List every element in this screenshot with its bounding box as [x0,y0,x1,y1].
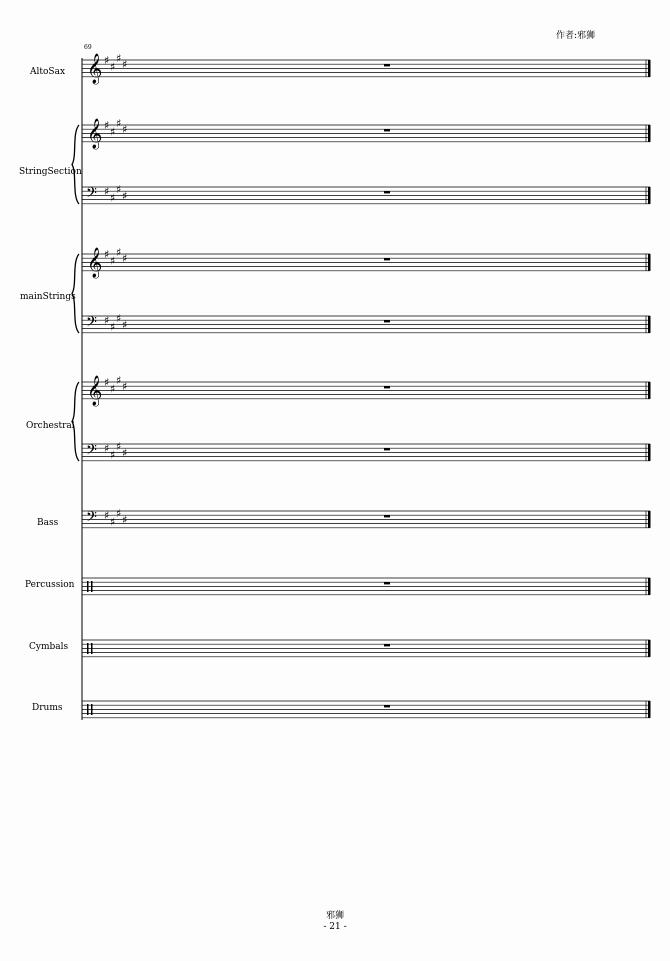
final-barline [648,125,651,142]
instrument-label-percussion: Percussion [25,580,75,590]
whole-rest-icon [384,320,390,322]
final-barline [648,382,651,399]
sharp-icon: ♯ [110,448,116,462]
sharp-icon: ♯ [104,119,110,132]
instrument-label-bass: Bass [37,518,59,528]
sharp-icon: ♯ [110,382,116,396]
sharp-icon: ♯ [110,320,116,334]
percussion-clef-icon [91,704,93,715]
sharp-icon: ♯ [110,191,116,205]
bass-clef-icon: 𝄢 [86,509,97,529]
sharp-icon: ♯ [122,513,128,527]
whole-rest-icon [384,582,390,584]
page-number: - 21 - [323,922,347,932]
sharp-icon: ♯ [122,58,128,72]
sharp-icon: ♯ [116,245,122,259]
brace-icon [72,125,79,204]
sharp-icon: ♯ [116,51,122,65]
sharp-icon: ♯ [116,312,122,326]
treble-clef-icon: 𝄞 [87,54,103,84]
sharp-icon: ♯ [122,123,128,137]
sharp-icon: ♯ [122,252,128,266]
final-barline [648,640,651,657]
final-barline [648,254,651,271]
treble-clef-icon: 𝄞 [87,248,103,278]
measure-number: 69 [84,44,92,51]
final-barline [648,578,651,595]
sharp-icon: ♯ [116,507,122,521]
author-credit: 作者:邪狮 [556,31,596,41]
whole-rest-icon [384,64,390,66]
instrument-label-orchestral: Orchestral [26,421,75,431]
whole-rest-icon [384,448,390,450]
final-barline [648,316,651,333]
final-barline [648,701,651,718]
percussion-clef-icon [87,581,89,592]
whole-rest-icon [384,644,390,646]
sharp-icon: ♯ [110,254,116,268]
sharp-icon: ♯ [116,116,122,130]
sharp-icon: ♯ [122,446,128,460]
sharp-icon: ♯ [110,515,116,529]
sharp-icon: ♯ [104,376,110,389]
sharp-icon: ♯ [122,189,128,203]
instrument-label-altosax: AltoSax [30,67,66,77]
sharp-icon: ♯ [116,440,122,454]
whole-rest-icon [384,191,390,193]
brace-icon [72,382,79,461]
whole-rest-icon [384,515,390,517]
percussion-clef-icon [87,643,89,654]
whole-rest-icon [384,386,390,388]
final-barline [648,444,651,461]
final-barline [648,60,651,77]
percussion-clef-icon [91,643,93,654]
sharp-icon: ♯ [104,248,110,261]
bass-clef-icon: 𝄢 [86,442,97,462]
percussion-clef-icon [91,581,93,592]
whole-rest-icon [384,129,390,131]
sharp-icon: ♯ [104,54,110,67]
sharp-icon: ♯ [116,183,122,197]
sharp-icon: ♯ [110,60,116,74]
whole-rest-icon [384,705,390,707]
instrument-label-mainstrings: mainStrings [20,292,76,302]
treble-clef-icon: 𝄞 [87,376,103,406]
whole-rest-icon [384,258,390,260]
percussion-clef-icon [87,704,89,715]
footer-name: 邪狮 [325,911,344,921]
sharp-icon: ♯ [104,185,110,199]
sharp-icon: ♯ [122,318,128,332]
treble-clef-icon: 𝄞 [87,119,103,149]
sharp-icon: ♯ [122,380,128,394]
final-barline [648,511,651,528]
instrument-label-cymbals: Cymbals [29,642,69,652]
brace-icon [72,254,79,333]
sharp-icon: ♯ [110,125,116,139]
sharp-icon: ♯ [104,314,110,328]
sharp-icon: ♯ [116,373,122,387]
instrument-label-stringsection: StringSection [19,167,82,177]
sharp-icon: ♯ [104,442,110,456]
bass-clef-icon: 𝄢 [86,185,97,205]
final-barline [648,187,651,204]
instrument-label-drums: Drums [32,703,63,713]
sharp-icon: ♯ [104,509,110,523]
bass-clef-icon: 𝄢 [86,314,97,334]
